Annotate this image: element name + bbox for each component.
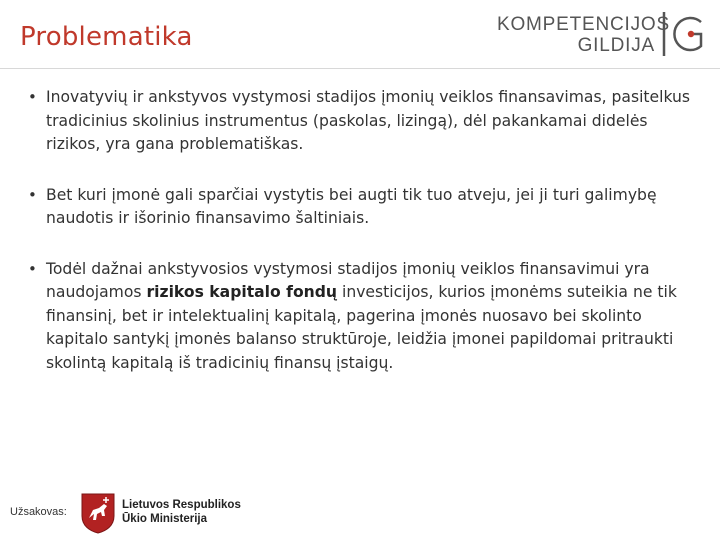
- ministry-line1: Lietuvos Respublikos: [122, 499, 241, 511]
- bullet-text: Bet kuri įmonė gali sparčiai vystytis bei augti tik tuo atveju, jei ji turi galimybę naudotis ir išorinio finansavimo šaltiniais.: [46, 185, 657, 227]
- bullet-item: [22, 86, 702, 157]
- header-divider: [0, 68, 720, 69]
- bullet-item: [22, 184, 702, 231]
- bullet-marker: •: [28, 185, 37, 204]
- logo-line2: GILDIJA: [577, 35, 655, 56]
- ministry-line2: Ūkio Ministerija: [122, 513, 207, 525]
- bullet-text: Inovatyvių ir ankstyvos vystymosi stadijos įmonių veiklos finansavimas, pasitelkus tradicinius skolinius instrumentus (paskolas, lizingą), dėl pakankamai didelės rizikos, yra gana problematiškas.: [46, 88, 691, 153]
- client-label: Užsakovas:: [10, 506, 67, 518]
- bullet-marker: •: [28, 88, 37, 106]
- bullet-marker: •: [28, 259, 37, 278]
- bullet-text-emphasis: rizikos kapitalo fondų: [146, 283, 338, 301]
- logo-g-mark-icon: [661, 10, 709, 58]
- logo-line1: KOMPETENCIJOS: [497, 14, 670, 35]
- slide-body: [22, 86, 702, 375]
- bullet-text-after: investicijos, kurios įmonėms suteikia ne tik finansinį, bet ir intelektualinį kapitalą, pagerina įmonės nuosavo bei skolinto kapitalo santykį įmonės balanso struktūroje, leidžia įmonei papildomai pritraukti skolintą kapitalą iš tradicinių finansų įstaigų.: [46, 283, 677, 372]
- bullet-text-before: Todėl dažnai ankstyvosios vystymosi stadijos įmonių veiklos finansavimui yra naudojamos: [46, 259, 650, 301]
- logo-wordmark: [497, 14, 670, 56]
- kompetencijos-gildija-logo: [497, 10, 712, 58]
- lithuania-coat-of-arms-icon: [80, 492, 116, 534]
- bullet-list: [22, 86, 702, 375]
- footer: [10, 492, 270, 534]
- ministry-name: [122, 498, 241, 526]
- bullet-item: [22, 258, 702, 376]
- slide-title: Problematika: [20, 22, 193, 52]
